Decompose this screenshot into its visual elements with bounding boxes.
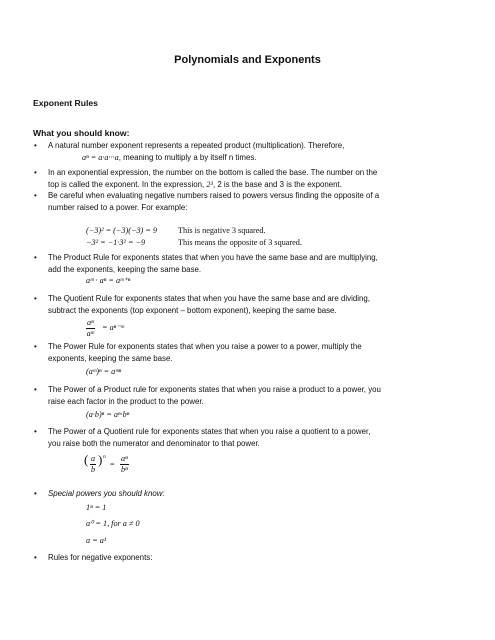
math-expression: (−3)² = (−3)(−3) = 9 xyxy=(86,226,158,235)
fraction-numerator: aⁿ xyxy=(87,318,94,327)
fraction-denominator: b xyxy=(91,465,96,474)
list-item xyxy=(34,488,458,500)
list-item xyxy=(34,293,458,316)
item-text: In an exponential expression, the number on the bottom is called the base. The number on the xyxy=(48,168,378,177)
item-text: Rules for negative exponents: xyxy=(48,553,153,562)
fraction-denominator: bⁿ xyxy=(121,465,128,474)
math-expression: = aⁿ⁻ᵐ xyxy=(102,323,124,332)
item-text: subtract the exponents (top exponent – bottom exponent), keeping the same base. xyxy=(48,305,337,315)
bullet-icon: • xyxy=(34,427,37,436)
math-expression: −3² = −1·3² = −9 xyxy=(86,238,146,247)
math-expression: a = a¹ xyxy=(86,536,107,545)
item-text: exponents, keeping the same base. xyxy=(48,353,173,363)
fraction xyxy=(90,454,96,475)
bullet-icon: • xyxy=(34,191,37,200)
item-text: Special powers you should know: xyxy=(48,489,165,498)
math-expression: 1ⁿ = 1 xyxy=(86,503,107,512)
math-expression: aⁿ = a·a···a xyxy=(82,152,119,162)
math-expression: (a·b)ⁿ = aⁿ·bⁿ xyxy=(86,410,130,419)
bullet-icon: • xyxy=(34,141,37,150)
item-text: , meaning to multiply a by itself n times. xyxy=(118,152,257,162)
right-paren: ) xyxy=(98,452,103,467)
example-row xyxy=(86,226,346,236)
item-text: The Product Rule for exponents states that when you have the same base and are multiplying, xyxy=(48,253,378,262)
exponent: n xyxy=(103,454,106,460)
list-item xyxy=(34,426,458,449)
power-of-quotient-formula xyxy=(84,452,164,478)
bullet-icon: • xyxy=(34,342,37,351)
item-text: you raise both the numerator and denominator to that power. xyxy=(48,438,260,448)
fraction-numerator: aⁿ xyxy=(121,454,128,463)
item-text: The Power of a Quotient rule for exponents states that when you raise a quotient to a power, xyxy=(48,427,371,436)
item-text: , 2 is the base and 3 is the exponent. xyxy=(212,179,342,189)
fraction-denominator: aᵐ xyxy=(86,329,95,338)
fraction xyxy=(86,318,95,339)
fraction-numerator: a xyxy=(91,454,96,463)
example-note: This means the opposite of 3 squared. xyxy=(178,238,302,247)
math-expression: aᵐ · aⁿ = aᵐ⁺ⁿ xyxy=(86,276,131,285)
list-item xyxy=(34,190,458,213)
quotient-formula xyxy=(86,318,146,342)
bullet-icon: • xyxy=(34,168,37,177)
subheading: What you should know: xyxy=(33,128,130,138)
fraction xyxy=(120,454,129,475)
item-text: A natural number exponent represents a repeated product (multiplication). Therefore, xyxy=(48,141,345,150)
bullet-icon: • xyxy=(34,489,37,498)
item-text: The Power Rule for exponents states that when you raise a power to a power, multiply the xyxy=(48,342,362,351)
list-item xyxy=(34,341,458,364)
bullet-icon: • xyxy=(34,553,37,562)
math-expression: 2³ xyxy=(206,179,213,189)
bullet-icon: • xyxy=(34,294,37,303)
list-item xyxy=(34,552,458,564)
item-text: The Quotient Rule for exponents states that when you have the same base and are dividing, xyxy=(48,294,370,303)
section-heading: Exponent Rules xyxy=(33,98,98,108)
page-title: Polynomials and Exponents xyxy=(174,54,321,66)
list-item xyxy=(34,140,458,163)
example-row xyxy=(86,238,346,248)
list-item xyxy=(34,384,458,407)
item-text: Be careful when evaluating negative numbers raised to powers versus finding the opposite of a xyxy=(48,191,380,200)
list-item xyxy=(34,252,458,275)
bullet-icon: • xyxy=(34,253,37,262)
equals-sign: = xyxy=(110,460,115,469)
list-item xyxy=(34,167,458,190)
item-text: The Power of a Product rule for exponents states that when you raise a product to a power, you xyxy=(48,385,381,394)
bullet-icon: • xyxy=(34,385,37,394)
item-text: raise each factor in the product to the power. xyxy=(48,396,204,406)
left-paren: ( xyxy=(84,452,89,467)
math-expression: a⁰ = 1, for a ≠ 0 xyxy=(86,519,140,528)
item-text: add the exponents, keeping the same base. xyxy=(48,264,202,274)
example-note: This is negative 3 squared. xyxy=(178,226,266,235)
item-text: top is called the exponent. In the expression, xyxy=(48,179,205,189)
item-text: number raised to a power. For example: xyxy=(48,202,188,212)
math-expression: (aᵐ)ⁿ = aᵐⁿ xyxy=(86,367,122,376)
